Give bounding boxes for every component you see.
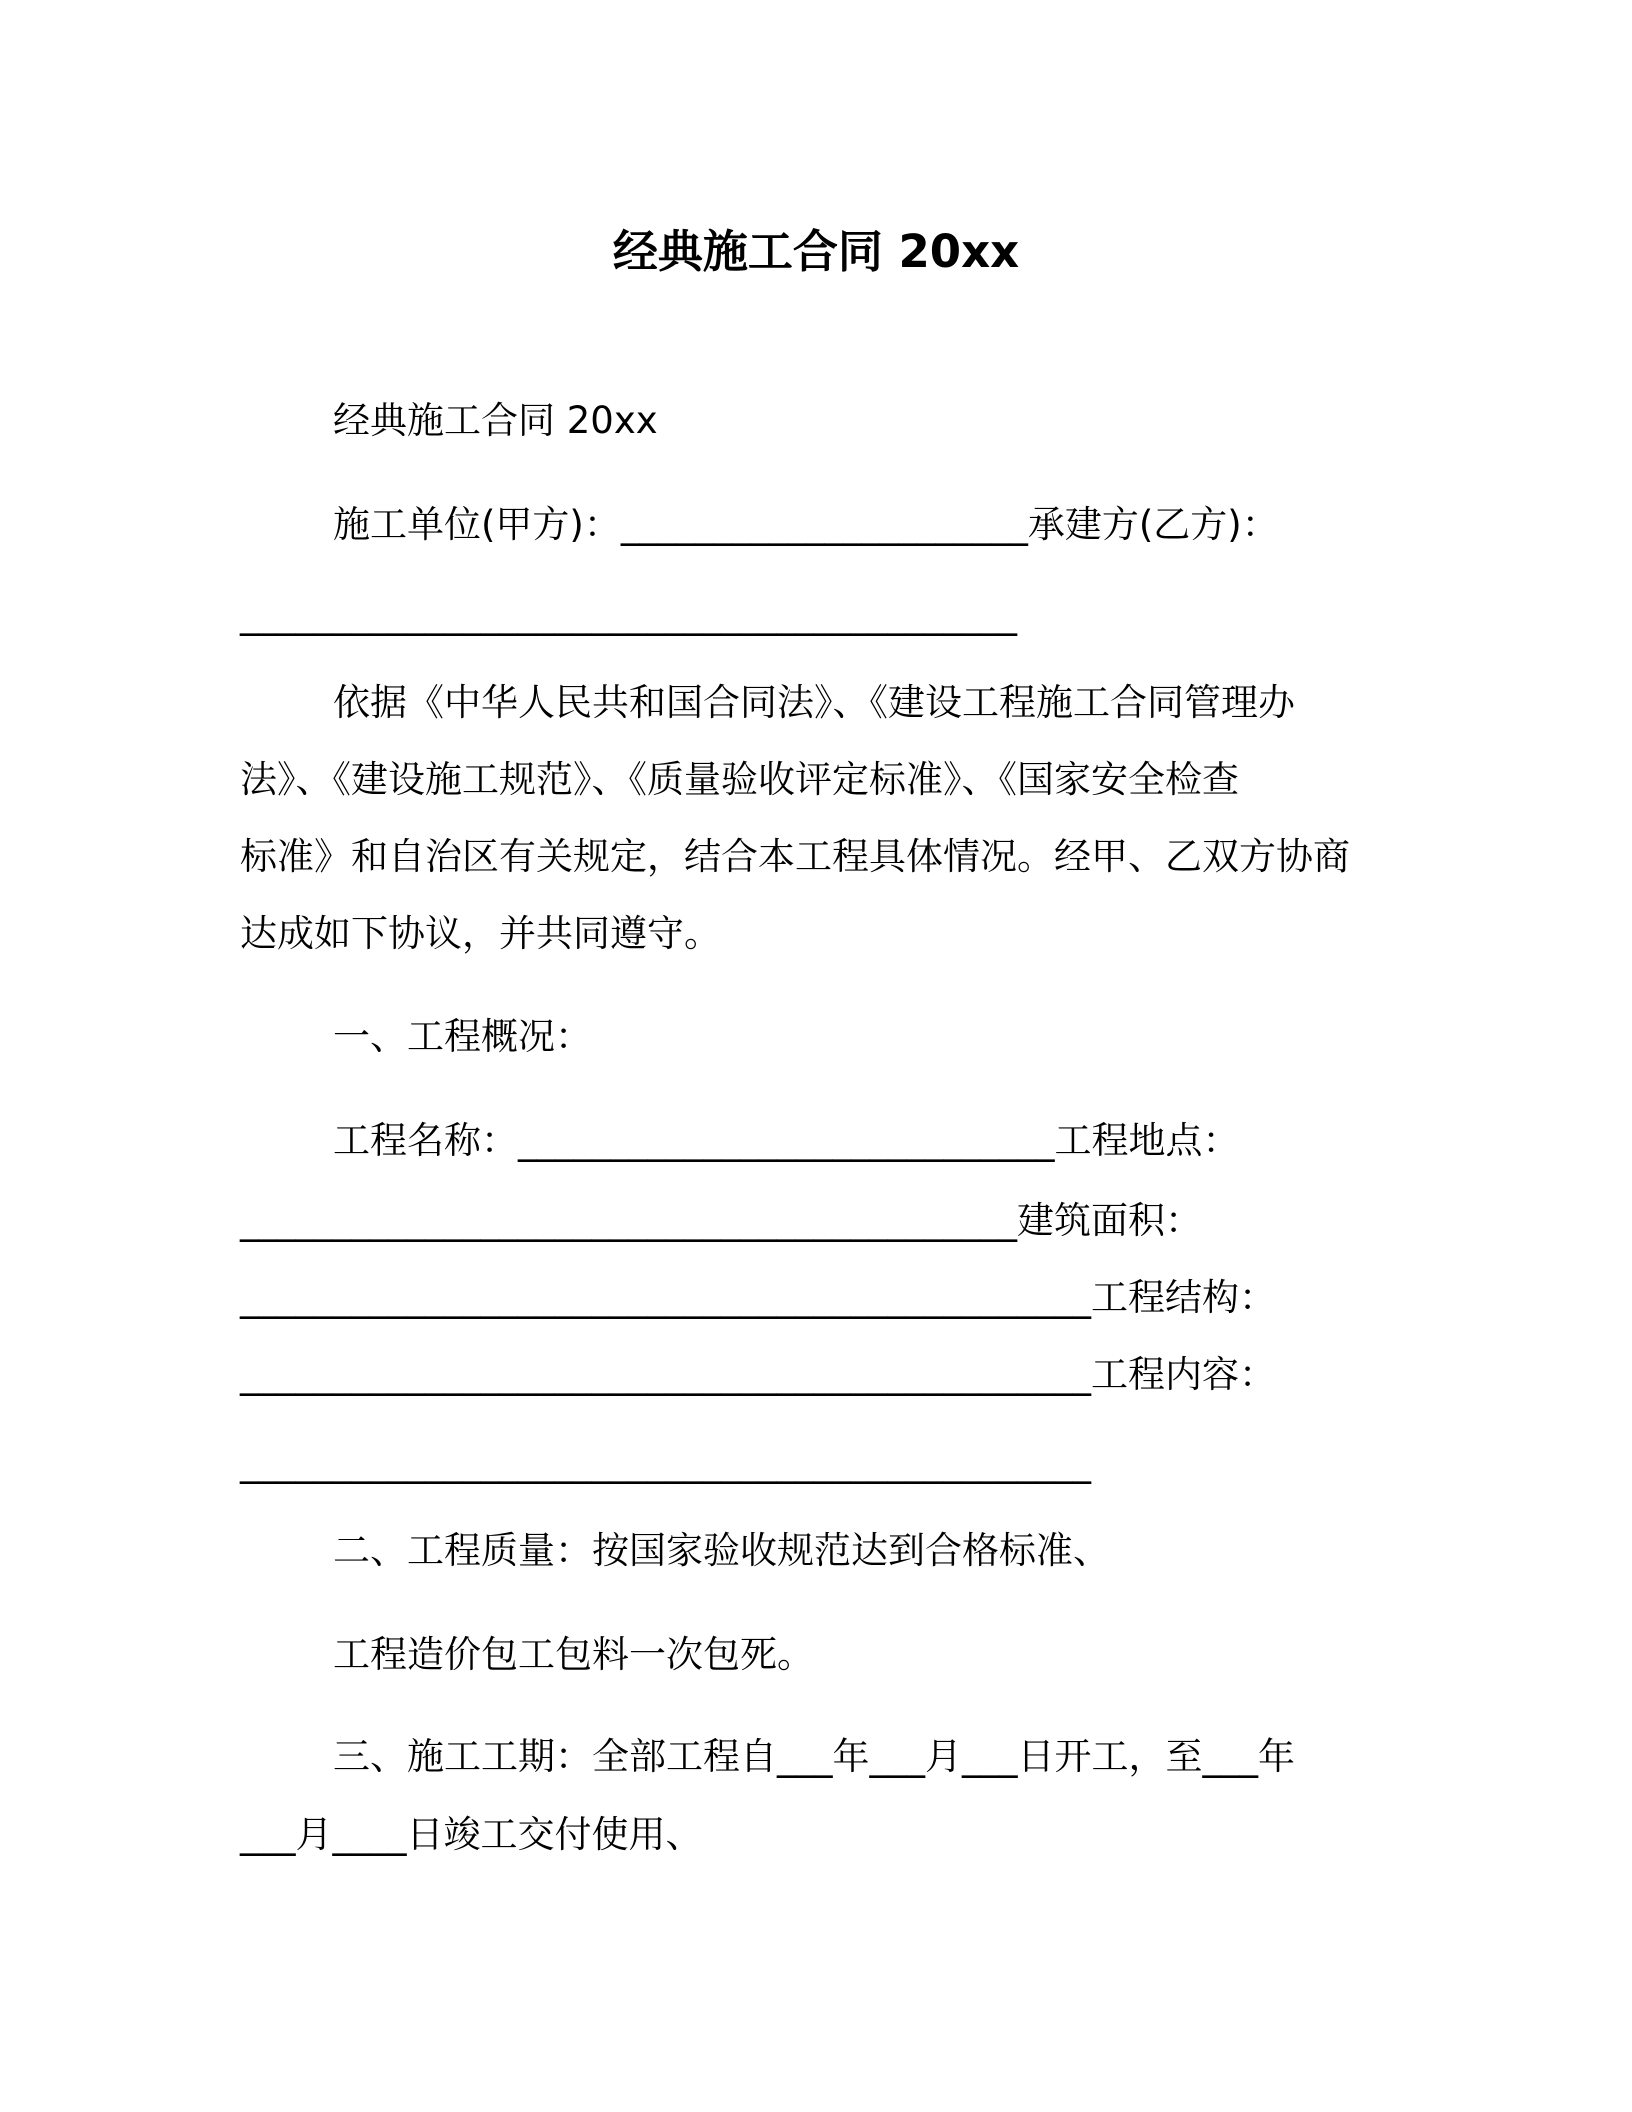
section-heading: 一、工程概况：	[333, 1015, 592, 1058]
blank-line: ______________________________________________	[240, 1441, 1091, 1484]
paragraph-line: 法》、《建设施工规范》、《质量验收评定标准》、《国家安全检查	[240, 758, 1239, 801]
subtitle-line: 经典施工合同 20xx	[333, 399, 658, 442]
blank-line: __________________________________________	[240, 593, 1017, 636]
paragraph-line: 标准》和自治区有关规定，结合本工程具体情况。经甲、乙双方协商	[240, 835, 1350, 878]
paragraph-line: 达成如下协议，并共同遵守。	[240, 912, 721, 955]
section-heading: 二、工程质量：按国家验收规范达到合格标准、	[333, 1529, 1110, 1572]
section-heading: 三、施工工期：全部工程自___年___月___日开工，至___年	[333, 1735, 1295, 1778]
field-line: ______________________________________________工程内容：	[240, 1353, 1276, 1396]
party-line: 施工单位(甲方)：______________________承建方(乙方)：	[333, 503, 1279, 546]
document-title: 经典施工合同 20xx	[612, 225, 1020, 278]
field-line: 工程名称：_____________________________工程地点：	[333, 1119, 1240, 1162]
field-line: ______________________________________________工程结构：	[240, 1276, 1276, 1319]
paragraph-line: 工程造价包工包料一次包死。	[333, 1633, 814, 1676]
paragraph-line: ___月____日竣工交付使用、	[240, 1813, 703, 1856]
paragraph-line: 依据《中华人民共和国合同法》、《建设工程施工合同管理办	[333, 681, 1295, 724]
field-line: __________________________________________建筑面积：	[240, 1199, 1202, 1242]
